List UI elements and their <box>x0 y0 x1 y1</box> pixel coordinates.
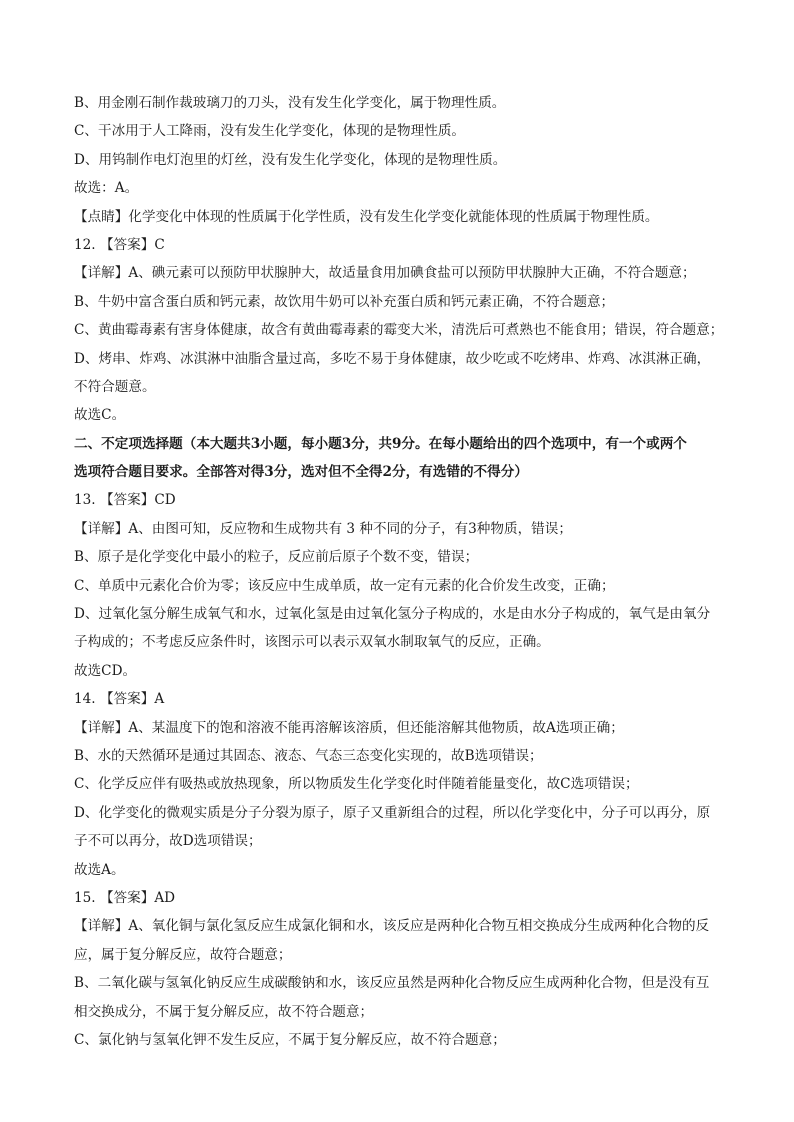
text-line: D、过氧化氢分解生成氧气和水，过氧化氢是由过氧化氢分子构成的，水是由水分子构成的，氧气是由氧分 <box>74 606 711 623</box>
text-line: C、单质中元素化合价为零；该反应中生成单质，故一定有元素的化合价发生改变，正确； <box>74 577 615 594</box>
text-line: D、烤串、炸鸡、冰淇淋中油脂含量过高，多吃不易于身体健康，故少吃或不吃烤串、炸鸡、冰淇淋正确， <box>74 350 711 367</box>
text-line: 故选A。 <box>74 861 125 878</box>
text-line: 子不可以再分，故D选项错误； <box>74 833 262 850</box>
text-line: B、用金刚石制作裁玻璃刀的刀头，没有发生化学变化，属于物理性质。 <box>74 95 506 111</box>
text-line: 故选C。 <box>74 407 126 424</box>
text-line: D、化学变化的微观实质是分子分裂为原子，原子又重新组合的过程，所以化学变化中，分子可以再分，原 <box>74 804 711 821</box>
text-line: 子构成的；不考虑反应条件时，该图示可以表示双氧水制取氧气的反应，正确。 <box>74 634 550 651</box>
text-line: 13. 【答案】CD <box>74 492 176 509</box>
text-line: B、牛奶中富含蛋白质和钙元素，故饮用牛奶可以补充蛋白质和钙元素正确，不符合题意； <box>74 293 615 310</box>
text-line: C、氯化钠与氢氧化钾不发生反应，不属于复分解反应，故不符合题意； <box>74 1031 506 1048</box>
text-line: 15. 【答案】AD <box>74 889 176 906</box>
text-line: 不符合题意。 <box>74 378 156 395</box>
text-line: B、原子是化学变化中最小的粒子，反应前后原子个数不变，错误； <box>74 549 479 566</box>
text-line: 相交换成分，不属于复分解反应，故不符合题意； <box>74 1003 374 1020</box>
text-line: 【详解】A、氧化铜与氯化氢反应生成氯化铜和水，该反应是两种化合物互相交换成分生成两种化合物的反 <box>74 918 710 935</box>
text-line: 应，属于复分解反应，故符合题意； <box>74 946 292 963</box>
text-line: 【详解】A、碘元素可以预防甲状腺肿大，故适量食用加碘食盐可以预防甲状腺肿大正确，不符合题意； <box>74 265 696 282</box>
text-line: 12. 【答案】C <box>74 236 165 253</box>
text-line: 故选CD。 <box>74 662 137 679</box>
text-line: 14. 【答案】A <box>74 691 165 708</box>
text-line: B、二氧化碳与氢氧化钠反应生成碳酸钠和水，该反应虽然是两种化合物反应生成两种化合物，但是没有互 <box>74 975 710 992</box>
text-line: D、用钨制作电灯泡里的灯丝，没有发生化学变化，体现的是物理性质。 <box>74 151 507 168</box>
text-line: B、水的天然循环是通过其固态、液态、气态三态变化实现的，故B选项错误； <box>74 747 543 764</box>
text-line: 故选：A。 <box>74 180 139 197</box>
text-line: 【点睛】化学变化中体现的性质属于化学性质，没有发生化学变化就能体现的性质属于物理性质。 <box>74 208 659 225</box>
answer-explanation-text <box>74 93 726 1058</box>
text-line: C、化学反应伴有吸热或放热现象，所以物质发生化学变化时伴随着能量变化，故C选项错误； <box>74 776 639 793</box>
text-line: 【详解】A、由图可知，反应物和生成物共有 3 种不同的分子，有3种物质，错误； <box>74 520 572 537</box>
section-heading-line: 二、不定项选择题（本大题共3小题，每小题3分，共9分。在每小题给出的四个选项中，有一个或两个 <box>74 435 687 452</box>
text-line: C、干冰用于人工降雨，没有发生化学变化，体现的是物理性质。 <box>74 123 466 140</box>
section-heading-line: 选项符合题目要求。全部答对得3分，选对但不全得2分，有选错的不得分） <box>74 464 528 481</box>
text-line: C、黄曲霉毒素有害身体健康，故含有黄曲霉毒素的霉变大米，清洗后可煮熟也不能食用；错误，符合题意； <box>74 322 724 339</box>
text-line: 【详解】A、某温度下的饱和溶液不能再溶解该溶质，但还能溶解其他物质，故A选项正确； <box>74 719 624 736</box>
